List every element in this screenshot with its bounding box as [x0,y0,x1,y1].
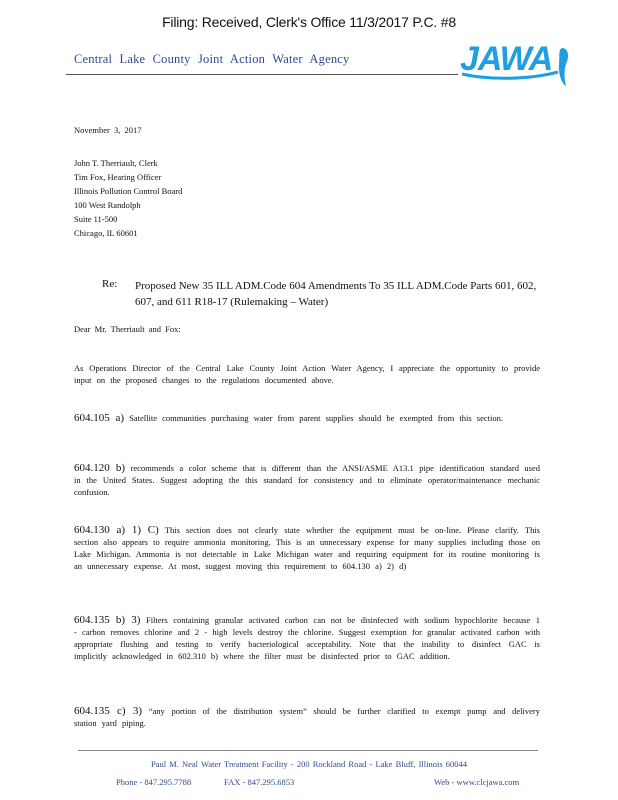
paragraph-604-120 [74,462,540,498]
address-line: Suite 11-500 [74,214,118,224]
section-ref: 604.105 a) [74,412,125,424]
jawa-logo [458,34,574,92]
paragraph-text: recommends a color scheme that is different than the ANSI/ASME A13.1 pipe identification standard used in the United States. Suggest adopting the this standard for consistency and to eliminate operator/maintenance mechanic confusion. [74,463,541,497]
paragraph-intro [74,362,540,386]
section-ref: 604.135 c) 3) [74,705,143,717]
paragraph-text: Satellite communities purchasing water from parent supplies should be exempted from this section. [129,413,503,423]
paragraph-604-135-c [74,705,540,729]
paragraph-text: “any portion of the distribution system” should be further clarified to exempt pump and delivery station yard piping. [74,706,541,728]
logo-drip [559,48,568,86]
footer-fax: FAX - 847.295.6853 [224,777,295,787]
footer-phone: Phone - 847.295.7788 [116,777,192,787]
address-line: 100 West Randolph [74,200,141,210]
address-line: Tim Fox, Hearing Officer [74,172,162,182]
address-line: Chicago, IL 60601 [74,228,138,238]
paragraph-text: This section does not clearly state whether the equipment must be on-line. Please clarify. This section also appears to require ammonia monitoring. This is an unnecessary expense for many supplies including those on Lake Michigan. Ammonia is not detectable in Lake Michigan water and requiring equipment for its routine monitoring is an unnecessary expense. At most, suggest moving this requirement to 604.130 a) 2) d) [74,525,540,571]
subject-line: Proposed New 35 ILL ADM.Code 604 Amendments To 35 ILL ADM.Code Parts 601, 602, 607, and 611 R18-17 (Rulemaking – Water) [135,280,537,308]
footer-rule [78,750,538,751]
paragraph-604-105 [74,412,540,424]
logo-text: JAWA [460,40,553,78]
paragraph-604-130 [74,524,540,572]
paragraph-text: Filters containing granular activated carbon can not be disinfected with sodium hypochlorite because 1 - carbon removes chlorine and 2 - high levels destroy the chlorine. Suggest exemption for granular activated carbon with appropriate flushing and testing to verify bacteriological acceptability. Note that the inability to disinfect GAC is implicitly acknowledged in 602.310 b) where the filter must be disinfected prior to GAC addition. [74,615,540,661]
recipient-address [74,156,182,240]
address-line: John T. Therriault, Clerk [74,158,158,168]
header-rule [66,74,458,75]
filing-stamp: Filing: Received, Clerk's Office 11/3/2017 P.C. #8 [162,14,456,30]
section-ref: 604.120 b) [74,462,126,474]
footer-web-link[interactable]: Web - www.clcjawa.com [434,777,520,787]
section-ref: 604.135 b) 3) [74,614,141,626]
address-line: Illinois Pollution Control Board [74,186,183,196]
letter-date: November 3, 2017 [74,125,142,135]
paragraph-604-135-b [74,614,540,662]
salutation: Dear Mr. Therriault and Fox: [74,324,181,334]
re-label: Re: [102,278,118,290]
agency-name: Central Lake County Joint Action Water Agency [74,52,350,66]
paragraph-text: As Operations Director of the Central Lake County Joint Action Water Agency, I appreciate the opportunity to provide input on the proposed changes to the regulations documented above. [74,363,540,385]
section-ref: 604.130 a) 1) C) [74,524,159,536]
footer-address: Paul M. Neal Water Treatment Facility - 200 Rockland Road - Lake Bluff, Illinois 60044 [150,759,468,769]
